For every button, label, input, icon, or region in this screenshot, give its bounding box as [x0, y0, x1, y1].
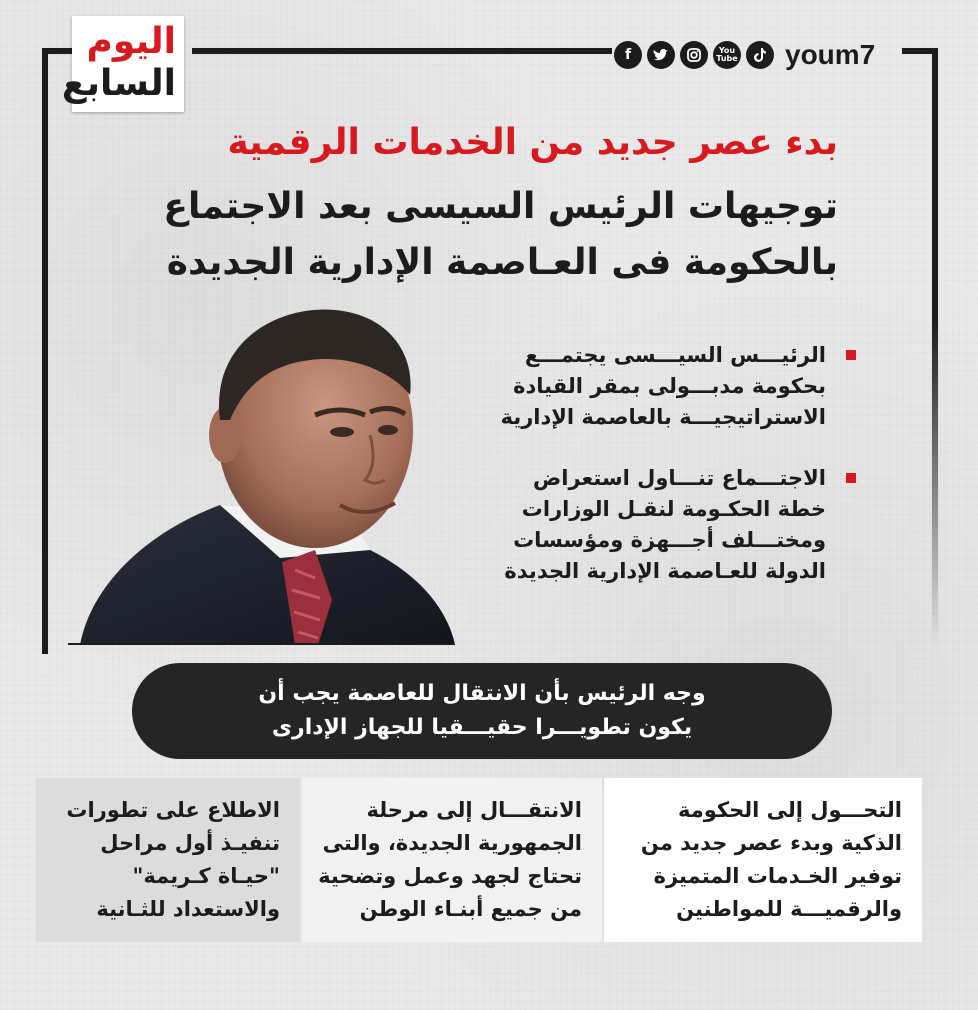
- subtitle-line-1: توجيهات الرئيس السيسى بعد الاجتماع: [163, 186, 838, 227]
- box-line: والرقميـــة للمواطنين: [676, 897, 902, 921]
- info-box-decent-life: [36, 778, 300, 942]
- social-bar: [614, 38, 875, 72]
- headline: بدء عصر جديد من الخدمات الرقمية: [227, 122, 838, 163]
- box-line: تحتاج لجهد وعمل وتضحية: [318, 864, 582, 888]
- box-line: "حيـاة كـريمة": [132, 864, 280, 888]
- bullet-item: [470, 463, 860, 587]
- bullet-line: الدولة للعـاصمة الإدارية الجديدة: [504, 559, 826, 583]
- youm7-logo[interactable]: [61, 16, 184, 112]
- bullet-line: الاجتـــماع تنـــاول استعراض: [533, 466, 826, 490]
- logo-line-2: السابع: [61, 63, 176, 104]
- bullet-line: ومختـــلف أجـــهزة ومؤسسات: [513, 528, 826, 552]
- facebook-icon[interactable]: f: [614, 41, 642, 69]
- subtitle-line-2: بالحكومة فى العـاصمة الإدارية الجديدة: [166, 242, 838, 283]
- logo-line-1: اليوم: [86, 21, 176, 62]
- bullet-line: الاستراتيجيـــة بالعاصمة الإدارية: [500, 405, 826, 429]
- box-line: الجمهورية الجديدة، والتى: [322, 831, 582, 855]
- bullet-line: بحكومة مدبـــولى بمقر القيادة: [513, 374, 826, 398]
- info-box-digital-government: [604, 778, 922, 942]
- box-line: الانتقـــال إلى مرحلة: [366, 798, 582, 822]
- youtube-icon[interactable]: You Tube: [713, 41, 741, 69]
- box-line: الاطلاع على تطورات: [66, 798, 280, 822]
- bullet-item: [470, 340, 860, 433]
- highlight-pill: [132, 663, 832, 759]
- box-line: الذكية وبدء عصر جديد من: [640, 831, 902, 855]
- box-line: من جميع أبنـاء الوطن: [359, 897, 582, 921]
- bullet-line: الرئيـــس السيـــسى يجتمـــع: [524, 343, 826, 367]
- bullet-list: [470, 340, 860, 617]
- box-line: توفير الخـدمات المتميزة: [653, 864, 902, 888]
- twitter-icon[interactable]: [647, 41, 675, 69]
- box-line: تنفيـذ أول مراحل: [100, 831, 280, 855]
- box-line: التحـــول إلى الحكومة: [678, 798, 902, 822]
- frame-top: [192, 48, 612, 54]
- box-line: والاستعداد للثـانية: [96, 897, 280, 921]
- bullet-square-icon: [846, 350, 856, 360]
- highlight-line-2: يكون تطويـــرا حقيـــقيا للجهاز الإدارى: [271, 715, 693, 740]
- frame-left: [42, 48, 48, 654]
- portrait-baseline: [68, 643, 454, 645]
- bullet-line: خطة الحكـومة لنقـل الوزارات: [521, 497, 826, 521]
- frame-right: [932, 48, 938, 318]
- info-box-new-republic: [302, 778, 602, 942]
- bullet-square-icon: [846, 473, 856, 483]
- frame-right-fade: [932, 318, 938, 648]
- president-portrait: [70, 300, 470, 645]
- tiktok-icon[interactable]: [746, 41, 774, 69]
- instagram-icon[interactable]: [680, 41, 708, 69]
- brand-name: youm7: [785, 39, 876, 70]
- highlight-line-1: وجه الرئيس بأن الانتقال للعاصمة يجب أن: [258, 681, 706, 706]
